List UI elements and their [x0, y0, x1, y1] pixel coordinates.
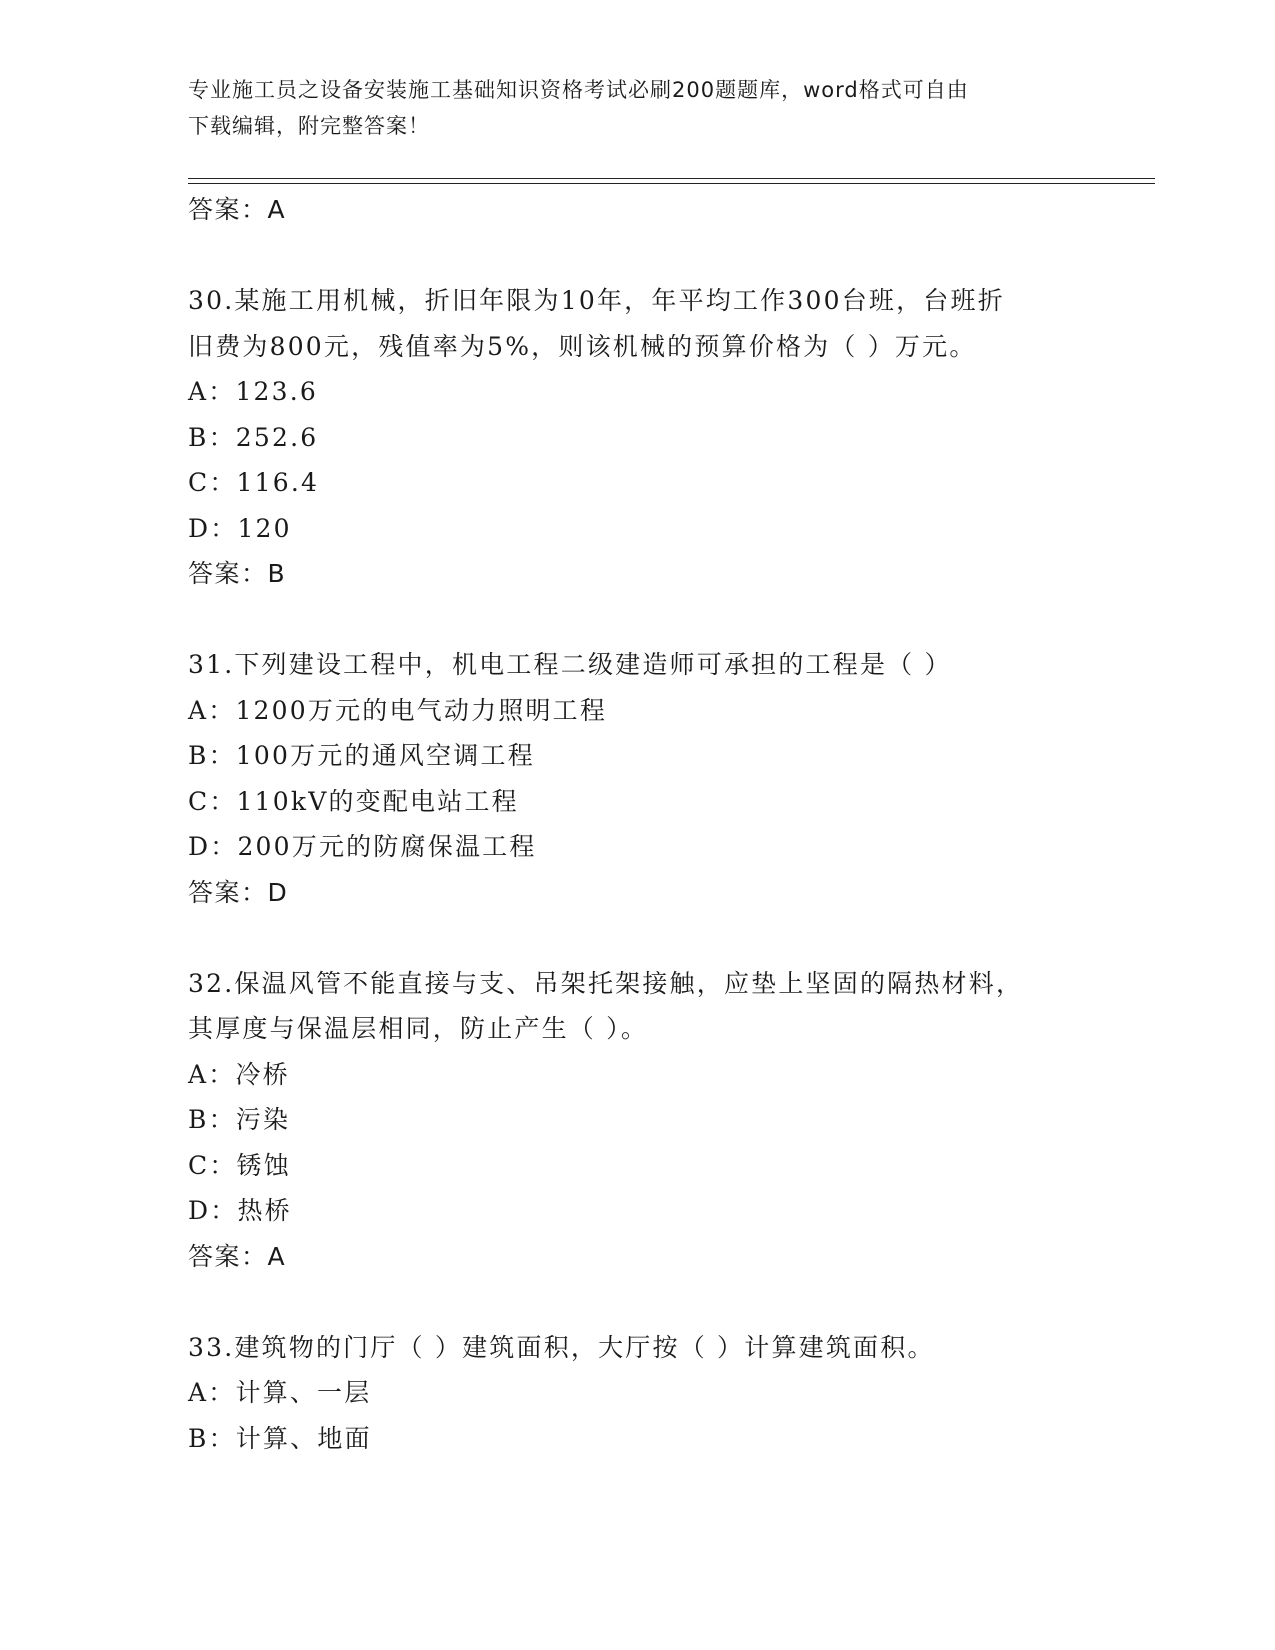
question-text-line: 旧费为800元，残值率为5%，则该机械的预算价格为（ ）万元。: [188, 331, 977, 361]
option-b: B：100万元的通风空调工程: [188, 741, 535, 770]
header-line-1: 专业施工员之设备安装施工基础知识资格考试必刷200题题库，word格式可自由: [188, 78, 969, 102]
question-31: [188, 642, 1155, 915]
question-text-line: 31.下列建设工程中，机电工程二级建造师可承担的工程是（ ）: [188, 650, 952, 679]
previous-answer: 答案：A: [188, 195, 287, 224]
header-line-2: 下载编辑，附完整答案！: [188, 114, 430, 138]
option-a: A：计算、一层: [188, 1378, 372, 1407]
question-32: [188, 961, 1155, 1280]
question-33: [188, 1325, 1155, 1462]
header-rule-bottom: [188, 183, 1155, 184]
option-d: D：120: [188, 513, 292, 543]
question-content: [188, 187, 1155, 1461]
question-text-line: 其厚度与保温层相同，防止产生（ ）。: [188, 1014, 649, 1043]
question-text-line: 30.某施工用机械，折旧年限为10年，年平均工作300台班，台班折: [188, 286, 1005, 315]
option-b: B：污染: [188, 1105, 291, 1134]
option-a: A：1200万元的电气动力照明工程: [188, 695, 608, 725]
question-text-line: 32.保温风管不能直接与支、吊架托架接触，应垫上坚固的隔热材料，: [188, 968, 1024, 998]
question-text-line: 33.建筑物的门厅（ ）建筑面积，大厅按（ ）计算建筑面积。: [188, 1332, 935, 1362]
answer: 答案：B: [188, 559, 287, 588]
option-c: C：锈蚀: [188, 1150, 291, 1180]
option-a: A：123.6: [188, 377, 319, 406]
option-b: B：计算、地面: [188, 1423, 372, 1453]
option-d: D：200万元的防腐保温工程: [188, 832, 537, 861]
option-b: B：252.6: [188, 422, 319, 452]
option-a: A：冷桥: [188, 1059, 290, 1089]
option-c: C：110kV的变配电站工程: [188, 786, 519, 816]
option-c: C：116.4: [188, 468, 320, 497]
option-d: D：热桥: [188, 1196, 292, 1225]
answer: 答案：D: [188, 877, 289, 907]
spacer: [188, 233, 1155, 279]
spacer: [188, 597, 1155, 643]
header-rule-top: [188, 178, 1155, 179]
spacer: [188, 1279, 1155, 1325]
answer: 答案：A: [188, 1241, 287, 1271]
document-header: [188, 72, 1088, 144]
spacer: [188, 915, 1155, 961]
question-30: [188, 278, 1155, 597]
